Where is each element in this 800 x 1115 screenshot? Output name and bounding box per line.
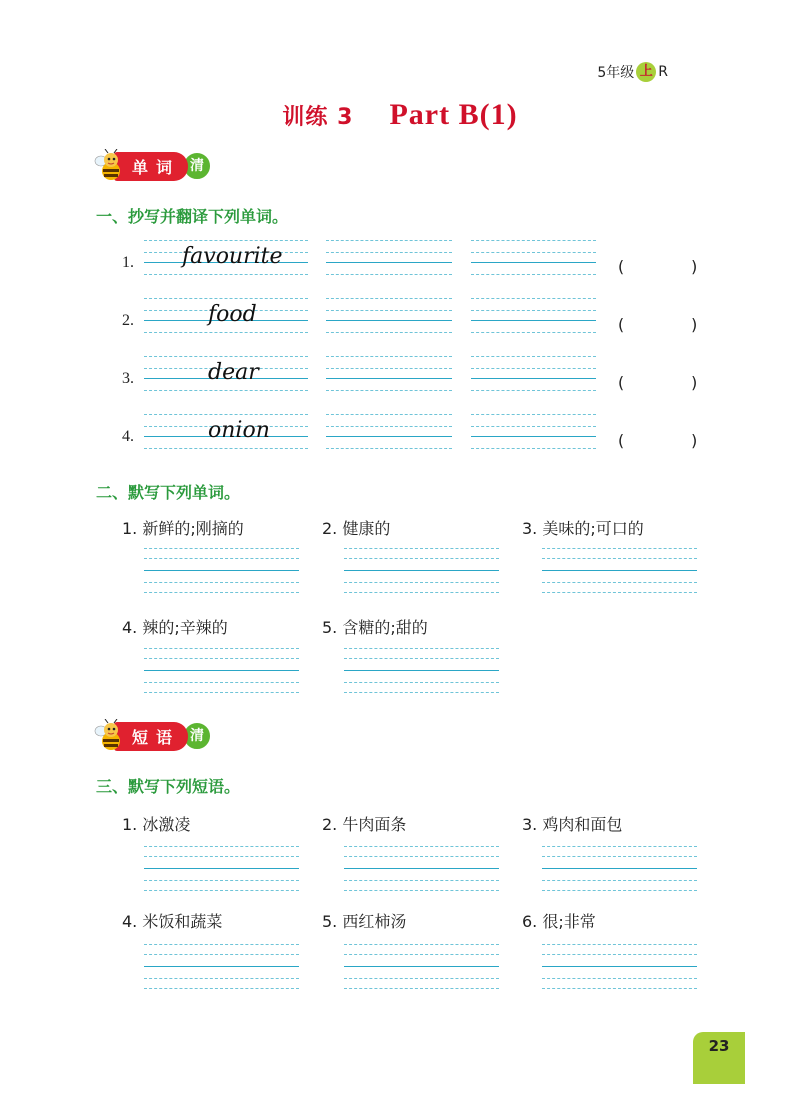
section3-item-1: 1. 冰激凌 [122, 815, 191, 834]
item-number: 2. [122, 312, 134, 329]
section3-item-4: 4. 米饭和蔬菜 [122, 912, 223, 931]
translation-blank[interactable]: ( ) [616, 431, 700, 450]
writing-line [326, 298, 452, 299]
writing-line [326, 332, 452, 333]
writing-line [542, 548, 697, 549]
words-badge-tag: 清 [182, 151, 212, 181]
writing-line [326, 252, 452, 253]
writing-line [344, 966, 499, 967]
writing-line [144, 548, 299, 549]
writing-line [344, 558, 499, 559]
model-word: favourite [182, 244, 283, 269]
writing-line [144, 682, 299, 683]
writing-line [471, 426, 596, 427]
writing-line [326, 414, 452, 415]
writing-line [326, 448, 452, 449]
writing-line [344, 856, 499, 857]
grade-prefix: 5年级 [597, 65, 635, 81]
writing-line [144, 846, 299, 847]
page-number: 23 [693, 1032, 745, 1084]
writing-line [144, 298, 308, 299]
writing-line [344, 570, 499, 571]
writing-line [144, 332, 308, 333]
writing-line [471, 356, 596, 357]
writing-line [326, 262, 452, 263]
writing-line [144, 658, 299, 659]
writing-line [344, 988, 499, 989]
writing-line [542, 592, 697, 593]
writing-line [542, 944, 697, 945]
writing-line [144, 692, 299, 693]
phrases-badge-label: 短语 [114, 722, 188, 751]
section1-heading: 一、抄写并翻译下列单词。 [96, 207, 289, 226]
writing-line [542, 978, 697, 979]
writing-line [542, 570, 697, 571]
bee-mascot-icon [92, 719, 126, 753]
grade-circle: 上 [636, 62, 656, 82]
section3-item-3: 3. 鸡肉和面包 [522, 815, 623, 834]
writing-line [542, 856, 697, 857]
writing-line [326, 390, 452, 391]
section3-item-6: 6. 很;非常 [522, 912, 596, 931]
writing-line [344, 954, 499, 955]
writing-line [344, 582, 499, 583]
writing-line [144, 978, 299, 979]
section2-item-2: 2. 健康的 [322, 519, 391, 538]
writing-line [471, 320, 596, 321]
writing-line [144, 868, 299, 869]
writing-line [344, 682, 499, 683]
model-word: dear [208, 360, 259, 385]
writing-line [471, 262, 596, 263]
writing-line [471, 332, 596, 333]
writing-line [144, 988, 299, 989]
writing-line [144, 356, 308, 357]
section3-item-5: 5. 西红柿汤 [322, 912, 407, 931]
writing-line [542, 846, 697, 847]
writing-line [144, 570, 299, 571]
writing-line [344, 670, 499, 671]
writing-line [344, 846, 499, 847]
writing-line [326, 240, 452, 241]
writing-line [471, 378, 596, 379]
section2-item-1: 1. 新鲜的;刚摘的 [122, 519, 244, 538]
writing-line [542, 966, 697, 967]
title-english: Part B(1) [389, 98, 518, 131]
writing-line [344, 880, 499, 881]
writing-line [144, 592, 299, 593]
bee-mascot-icon [92, 149, 126, 183]
item-number: 3. [122, 370, 134, 387]
writing-line [471, 298, 596, 299]
writing-line [144, 274, 308, 275]
words-badge-label: 单词 [114, 152, 188, 181]
writing-line [471, 390, 596, 391]
writing-line [326, 426, 452, 427]
writing-line [542, 890, 697, 891]
writing-line [542, 880, 697, 881]
writing-line [471, 448, 596, 449]
item-number: 1. [122, 254, 134, 271]
writing-line [144, 558, 299, 559]
writing-line [144, 390, 308, 391]
writing-line [471, 274, 596, 275]
writing-line [344, 944, 499, 945]
writing-line [144, 648, 299, 649]
model-word: food [208, 302, 257, 327]
writing-line [326, 436, 452, 437]
section2-heading: 二、默写下列单词。 [96, 483, 241, 502]
writing-line [542, 988, 697, 989]
writing-line [471, 436, 596, 437]
writing-line [326, 274, 452, 275]
writing-line [144, 890, 299, 891]
section3-heading: 三、默写下列短语。 [96, 777, 241, 796]
writing-line [144, 954, 299, 955]
writing-line [144, 966, 299, 967]
writing-line [144, 414, 308, 415]
writing-line [344, 592, 499, 593]
item-number: 4. [122, 428, 134, 445]
writing-line [471, 414, 596, 415]
writing-line [144, 582, 299, 583]
writing-line [326, 310, 452, 311]
writing-line [344, 548, 499, 549]
title-chinese: 训练 3 [282, 105, 354, 130]
writing-line [542, 582, 697, 583]
writing-line [471, 368, 596, 369]
section2-item-5: 5. 含糖的;甜的 [322, 618, 428, 637]
grade-label [597, 62, 668, 82]
writing-line [471, 252, 596, 253]
section3-item-2: 2. 牛肉面条 [322, 815, 407, 834]
section2-item-4: 4. 辣的;辛辣的 [122, 618, 228, 637]
writing-line [144, 856, 299, 857]
writing-line [344, 648, 499, 649]
writing-line [144, 880, 299, 881]
writing-line [326, 368, 452, 369]
writing-line [344, 658, 499, 659]
writing-line [326, 320, 452, 321]
writing-line [144, 240, 308, 241]
writing-line [471, 310, 596, 311]
section2-item-3: 3. 美味的;可口的 [522, 519, 644, 538]
model-word: onion [208, 418, 270, 443]
writing-line [326, 378, 452, 379]
writing-line [326, 356, 452, 357]
page-title [0, 98, 800, 132]
translation-blank[interactable]: ( ) [616, 257, 700, 276]
phrases-badge [92, 718, 212, 754]
words-badge [92, 148, 212, 184]
phrases-badge-tag: 清 [182, 721, 212, 751]
translation-blank[interactable]: ( ) [616, 315, 700, 334]
writing-line [542, 868, 697, 869]
writing-line [144, 448, 308, 449]
writing-line [344, 868, 499, 869]
writing-line [471, 240, 596, 241]
grade-suffix: R [658, 64, 668, 80]
writing-line [144, 944, 299, 945]
writing-line [344, 890, 499, 891]
writing-line [144, 670, 299, 671]
writing-line [344, 692, 499, 693]
writing-line [542, 558, 697, 559]
translation-blank[interactable]: ( ) [616, 373, 700, 392]
writing-line [542, 954, 697, 955]
writing-line [344, 978, 499, 979]
